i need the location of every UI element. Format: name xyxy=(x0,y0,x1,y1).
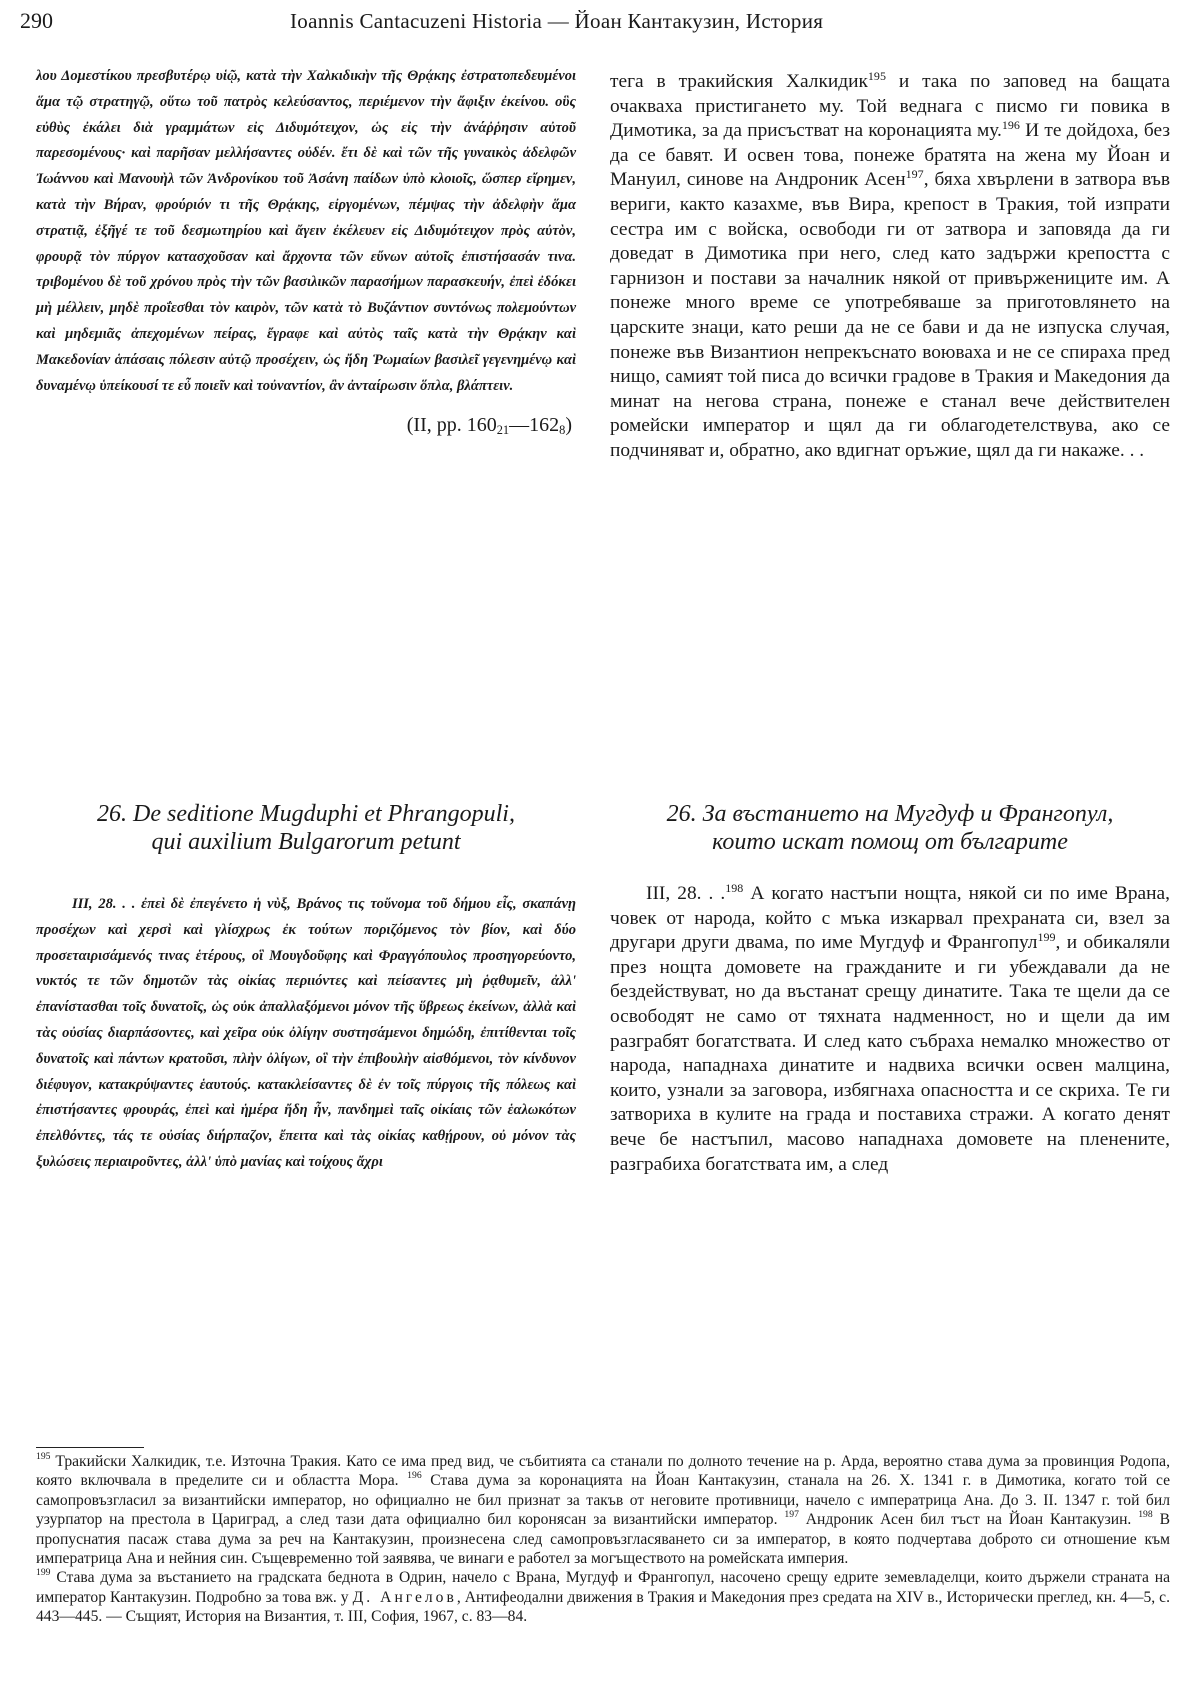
running-header xyxy=(20,4,1180,38)
footnote-195-198: $^{195}$ Тракийски Халкидик, т.е. Източна Тракия. Като се има пред вид, че събитията са станали по долното течение на р. Арда, вероятно става дума за провинция Родопа, която включвала в пределите си и областта Мора. $^{196}$ Става дума за коронацията на Йоан Кантакузин, станала на 26. X. 1341 г. в Димотика, когато той се самопровъзгласил за византийски император, но официално не бил признат за такъв от неговите противници, начело с императрица Ана. До 3. II. 1347 г. той бил узурпатор на престола в Цариград, а след тази дата официално бил коронясан за византийски император. $^{197}$ Андроник Асен бил тъст на Йоан Кантакузин. $^{198}$ В пропуснатия пасаж става дума за реч на Кантакузин, произнесена след самопровъзгласяването си за император, в която подчертава доброто си отношение към императрица Ана и нейния син. Същевременно той заявява, че винаги е работел за могъществото на ромейската империя. xyxy=(36,1451,1171,1568)
greek-column-section26 xyxy=(36,892,576,1176)
running-title: Ioannis Cantacuzeni Historia — Йоан Кантакузин, История xyxy=(290,9,824,33)
footnote-divider xyxy=(36,1447,144,1448)
section-heading-latin: 26. De seditione Mugduphi et Phrangopuli, qui auxilium Bulgarorum petunt xyxy=(97,801,515,855)
section-heading-bulgarian: 26. За въстанието на Мугдуф и Франгопул, които искат помощ от българите xyxy=(666,801,1114,855)
greek-text-section26: III, 28. . . ἐπεὶ δὲ ἐπεγένετο ἡ νὺξ, Βράνος τις τοὔνομα τοῦ δήμου εἷς, σκαπάνῃ προσέχων καὶ χερσὶ καὶ γλίσχρως ἐκ τούτων ποριζόμενος τὸν βίον, καὶ δύο προσεταιρισάμενός τινας ἑτέρους, οἳ Μουγδοῦφης καὶ Φραγγόπουλος προσηγορεύοντο, νυκτός τε τῶν δημοτῶν τὰς οἰκίας περιιόντες καὶ πείσαντες μὴ ῥᾳθυμεῖν, ἀλλ' ἐπανίστασθαι τοῖς δυνατοῖς, ὡς οὐκ ἀπαλλαξόμενοι μόνον τῆς ὕβρεως ἐκείνων, ἀλλὰ καὶ τὰς οὐσίας διαρπάσοντες, καὶ χεῖρα οὐκ ὀλίγην συστησάμενοι δημώδη, ἐπιτίθενται τοῖς δυνατοῖς καὶ πάντων κρατοῦσι, πλὴν ὀλίγων, οἳ τὴν ἐπιβουλὴν αἰσθόμενοι, τὸν κίνδυνον διέφυγον, κατακρύψαντες ἑαυτούς. κατακλείσαντες δὲ ἐν τοῖς πύργοις τῆς πόλεως καὶ ἐπιστήσαντες φρουράς, ἐπεὶ καὶ ἡμέρα ἤδη ἦν, πανδημεὶ ταῖς οἰκίαις τῶν ἑαλωκότων ἐπελθόντες, τάς τε οὐσίας διήρπαζον, ἔπειτα καὶ τὰς οἰκίας καθῄρουν, οὐ μόνον τὰς ξυλώσεις περιαιροῦντες, ἀλλ' ὑπὸ μανίας καὶ τοίχους ἄχρι xyxy=(36,896,576,1170)
footnote-199: $^{199}$ Става дума за въстанието на градската беднота в Одрин, начело с Врана, Мугдуф и Франгопул, насочено срещу едрите земевладелци, които държели страната на император Кантакузин. Подробно за това вж. у Д. Ангелов, Антифеодални движения в Тракия и Македония през средата на XIV в., Исторически преглед, кн. 4—5, с. 443—445. — Същият, История на Византия, т. III, София, 1967, с. 83—84. xyxy=(36,1567,1170,1626)
footnote-ref-199[interactable]: 199 xyxy=(1037,930,1056,945)
page-number: 290 xyxy=(20,8,53,33)
greek-reference: (II, pp. $160_{21}—162_8$) xyxy=(406,414,572,438)
footnote-ref-195[interactable]: 195 xyxy=(867,69,886,83)
bulgarian-column-top xyxy=(610,70,1170,464)
footnote-ref-197[interactable]: 197 xyxy=(905,167,924,182)
footnote-ref-198[interactable]: 198 xyxy=(725,881,744,895)
footnote-ref-196[interactable]: 196 xyxy=(1001,118,1020,133)
footnotes xyxy=(36,1452,1170,1627)
bulgarian-text-section26: III, 28. . .$^{198}$ А когато настъпи нощта, някой си по име Врана, човек от народа, който с мъка изкарвал прехраната си, взел за другари други двама, по име Мугдуф и Франгопул$^{199}$, и обикаляли през нощта домовете на гражданите и ги убеждавали да не бездействуват, но да въстанат срещу динатите. Така те щели да се освободят не само от тяхната надменност, но и щели да им разграбят богатствата. И след като събраха немалко множество от народа, нападнаха динатите и надвиха всички освен малцина, които, узнали за заговора, избягнаха опасността и се скриха. Те ги затвориха в кулите на града и поставиха стражи. А когато денят вече бе настъпил, масово нападнаха домовете на пленените, разграбиха богатствата им, а след xyxy=(610,881,1170,1175)
bulgarian-text-top: тега в тракийския Халкидик$^{195}$ и така по заповед на бащата очакваха пристигането му. Той веднага с писмо ги повика в Димотика, за да присъстват на коронацията му.$^{196}$ И те дойдоха, без да се бавят. И освен това, понеже братята на жена му Йоан и Мануил, синове на Андроник Асен$^{197}$, бяха хвърлени в затвора във вериги, както казахме, във Вира, крепост в Тракия, той изпрати сестра им с войска, освободи ги от затвора и заповяда да ги доведат в Димотика при него, след като задържи крепостта с гарнизон и постави за началник някой от привържениците им. А понеже много време се употребяваше за приготовлянето на царските знаци, като реши да не се бави и да не изпуска случая, понеже във Византион непрекъснато воюваха и не се спираха пред нищо, самият той писа до всички градове в Тракия и Македония да минат на негова страна, понеже е станал вече действителен ромейски император и щял да ги облагодетелствува, ако се подчиняват и, обратно, ако вдигнат оръжие, щял да ги накаже. . . xyxy=(610,69,1170,461)
greek-column-top xyxy=(36,64,576,439)
greek-text-top: λου Δομεστίκου πρεσβυτέρῳ υἱῷ, κατὰ τὴν Χαλκιδικὴν τῆς Θρᾴκης ἐστρατοπεδευμένοι ἅμα τῷ στρατηγῷ, οὕτω τοῦ πατρὸς κελεύσαντος, περιέμενον τὴν ἄφιξιν ἐκείνου. οὓς εὐθὺς ἐκάλει διὰ γραμμάτων εἰς Διδυμότειχον, ὡς εἰς τὴν ἀνάῤῥησιν αὐτοῦ παρεσομένους· καὶ παρῆσαν μελλήσαντες οὐδέν. ἔτι δὲ καὶ τῶν τῆς γυναικὸς ἀδελφῶν Ἰωάννου καὶ Μανουὴλ τῶν Ἀνδρονίκου τοῦ Ἀσάνη παίδων ὑπὸ κλοιοῖς, ὥσπερ εἴρημεν, κατὰ τὴν Βήραν, φρούριόν τι τῆς Θρᾴκης, εἰργομένων, πέμψας τὴν ἀδελφὴν ἅμα στρατιᾷ, ἐξῆγέ τε τοῦ δεσμωτηρίου καὶ ἄγειν ἐκέλευεν εἰς Διδυμότειχον πρὸς αὐτὸν, φρουρᾷ τὸν πύργον κατασχοῦσαν καὶ ἄρχοντα τῶν εὔνων αὐτοῖς ἐπιστήσασάν τινα. τριβομένου δὲ τοῦ χρόνου πρὸς τὴν τῶν βασιλικῶν παρασήμων παρασκευήν, ἐπεὶ ἐδόκει μὴ μέλλειν, μηδὲ προΐεσθαι τὸν καιρὸν, τῶν κατὰ τὸ Βυζάντιον συντόνως πολεμούντων καὶ μηδεμιᾶς ἀπεχομένων πείρας, ἔγραφε καὶ αὐτὸς ταῖς κατὰ τὴν Θρᾴκην καὶ Μακεδονίαν ἁπάσαις πόλεσιν αὐτῷ προσέχειν, ὡς ἤδη Ῥωμαίων βασιλεῖ γεγενημένῳ καὶ δυναμένῳ ὑπείκουσί τε εὖ ποιεῖν καὶ τοὐναντίον, ἂν ἀνταίρωσιν ὅπλα, βλάπτειν. xyxy=(36,68,576,394)
bulgarian-column-section26 xyxy=(610,882,1170,1177)
